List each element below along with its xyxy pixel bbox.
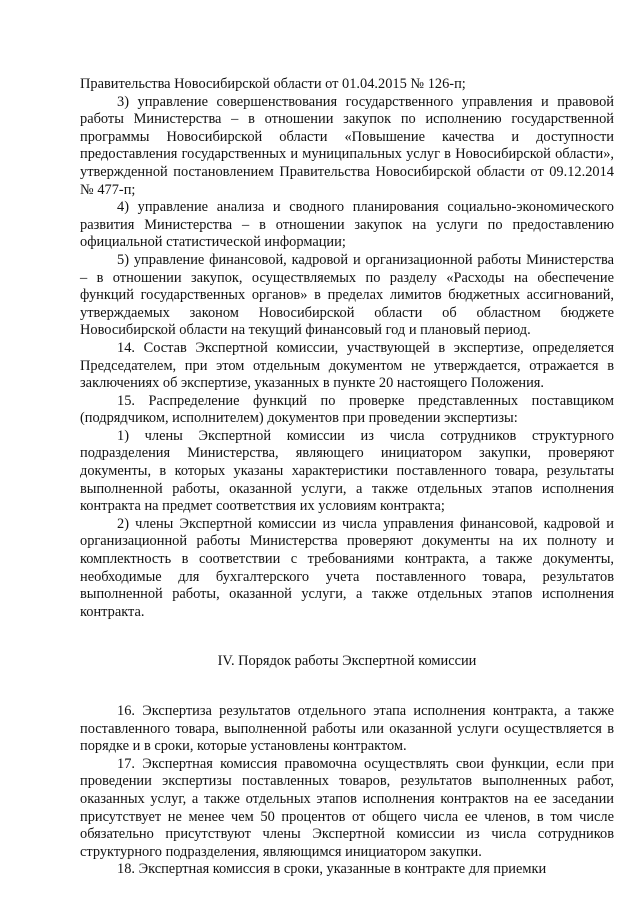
paragraph-18: 18. Экспертная комиссия в сроки, указанные в контракте для приемки — [117, 861, 547, 878]
paragraph-item-4: 4) управление анализа и сводного планирования социально-экономического развития Министерства – в отношении закупок на услуги по предоставлению официальной статистической информации; — [80, 199, 614, 251]
paragraph-item-3: 3) управление совершенствования государственного управления и правовой работы Министерства – в отношении закупок по исполнению государственной программы Новосибирской области «Повышение качества и доступности предоставления государственных и муниципальных услуг в Новосибирской области», утвержденной постановлением Правительства Новосибирской области от 09.12.2014 № 477-п; — [80, 93, 614, 198]
document-page — [80, 76, 614, 879]
paragraph-continuation: Правительства Новосибирской области от 01.04.2015 № 126-п; — [80, 76, 466, 92]
section-heading: IV. Порядок работы Экспертной комиссии — [217, 653, 477, 670]
paragraph-15: 15. Распределение функций по проверке представленных поставщиком (подрядчиком, исполнителем) документов при проведении экспертизы: — [80, 392, 614, 427]
paragraph-15-item-1: 1) члены Экспертной комиссии из числа сотрудников структурного подразделения Министерства, являющего инициатором закупки, проверяют документы, в которых указаны характеристики поставленного товара, результаты выполненной работы, оказанной услуги, а также отдельных этапов исполнения контракта на предмет соответствия их условиям контракта; — [80, 427, 614, 515]
paragraph-item-5: 5) управление финансовой, кадровой и организационной работы Министерства – в отношении закупок, осуществляемых по разделу «Расходы на обеспечение функций государственных органов» в пределах лимитов бюджетных ассигнований, утверждаемых законом Новосибирской области об областном бюджете Новосибирской области на текущий финансовый год и плановый период. — [80, 251, 614, 339]
paragraph-14: 14. Состав Экспертной комиссии, участвующей в экспертизе, определяется Председателем, при этом отдельным документом не утверждается, отражается в заключениях об экспертизе, указанных в пункте 20 настоящего Положения. — [80, 339, 614, 392]
paragraph-16: 16. Экспертиза результатов отдельного этапа исполнения контракта, а также поставленного товара, выполненной работы или оказанной услуги осуществляется в порядке и в сроки, которые установлены контрактом. — [80, 703, 614, 755]
paragraph-17: 17. Экспертная комиссия правомочна осуществлять свои функции, если при проведении экспертизы поставленных товаров, результатов выполненных работ, оказанных услуг, а также отдельных этапов исполнения контрактов на ее заседании присутствует не менее чем 50 процентов от общего числа ее членов, в том числе обязательно присутствуют члены Экспертной комиссии из числа сотрудников структурного подразделения, являющимся инициатором закупки. — [80, 755, 614, 860]
paragraph-15-item-2: 2) члены Экспертной комиссии из числа управления финансовой, кадровой и организационной работы Министерства проверяют документы на их полноту и комплектность в соответствии с требованиями контракта, а также документы, необходимые для бухгалтерского учета поставленного товара, результатов выполненной работы, оказанной услуги, а также отдельных этапов исполнения контракта. — [80, 515, 614, 620]
